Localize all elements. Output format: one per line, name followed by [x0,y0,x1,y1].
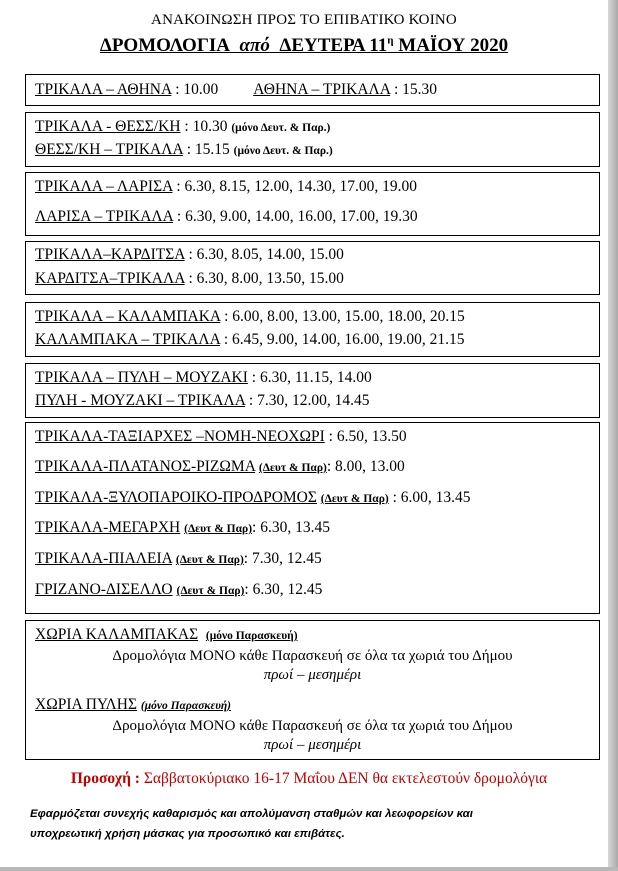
route-line: ΘΕΣΣ/ΚΗ – ΤΡΙΚΑΛΑ : 15.15 (μόνο Δευτ. & Παρ.) [35,141,333,158]
route-line: ΤΡΙΚΑΛΑ-ΠΛΑΤΑΝΟΣ-ΡΙΖΩΜΑ (Δευτ & Παρ): 8.00, 13.00 [35,458,405,475]
route-line: ΓΡΙΖΑΝΟ-ΔΙΣΕΛΛΟ (Δευτ & Παρ): 6.30, 12.45 [35,581,323,598]
page-edge-shadow [608,0,618,871]
route-line: ΚΑΡΔΙΤΣΑ–ΤΡΙΚΑΛΑ : 6.30, 8.00, 13.50, 15.00 [35,270,344,287]
title-line: ΔΡΟΜΟΛΟΓΙΑ από ΔΕΥΤΕΡΑ $11^\eta$ ΜΑΪΟΥ 2020 [99,35,509,57]
page-bottom-shadow [0,867,618,871]
route-line: ΧΩΡΙΑ ΠΥΛΗΣ (μόνο Παρασκευή) [35,696,231,713]
route-line: ΧΩΡΙΑ ΚΑΛΑΜΠΑΚΑΣ (μόνο Παρασκευή) [35,626,298,643]
route-box-larisa [25,172,600,236]
route-line: ΤΡΙΚΑΛΑ – ΚΑΛΑΜΠΑΚΑ : 6.00, 8.00, 13.00, 15.00, 18.00, 20.15 [35,308,465,325]
route-line: ΤΡΙΚΑΛΑ - ΘΕΣΣ/ΚΗ : 10.30 (μόνο Δευτ. & Παρ.) [35,118,331,135]
route-line: ΛΑΡΙΣΑ – ΤΡΙΚΑΛΑ : 6.30, 9.00, 14.00, 16.00, 17.00, 19.30 [35,208,418,225]
route-line: ΚΑΛΑΜΠΑΚΑ – ΤΡΙΚΑΛΑ : 6.45, 9.00, 14.00, 16.00, 19.00, 21.15 [35,331,465,348]
friday-description: Δρομολόγια ΜΟΝΟ κάθε Παρασκευή σε όλα τα χωριά του Δήμου [112,648,513,664]
route-line: ΤΡΙΚΑΛΑ–ΚΑΡΔΙΤΣΑ : 6.30, 8.05, 14.00, 15.00 [35,246,344,263]
hygiene-note-line1: Εφαρμόζεται συνεχής καθαρισμός και απολύμανση σταθμών και λεωφορείων και [30,808,473,820]
route-box-karditsa [25,241,600,295]
route-line: ΤΡΙΚΑΛΑ – ΠΥΛΗ – ΜΟΥΖΑΚΙ : 6.30, 11.15, 14.00 [35,369,372,386]
route-box-pyli-mouzaki [25,363,600,418]
route-line: ΤΡΙΚΑΛΑ-ΞΥΛΟΠΑΡΟΙΚΟ-ΠΡΟΔΡΟΜΟΣ (Δευτ & Παρ) : 6.00, 13.45 [35,489,471,506]
route-box-villages [25,422,600,614]
route-line: ΤΡΙΚΑΛΑ – ΑΘΗΝΑ : 10.00 ΑΘΗΝΑ – ΤΡΙΚΑΛΑ : 15.30 [35,81,438,98]
friday-times: πρωί – μεσημέρι [263,737,362,753]
route-box-athens [25,74,600,106]
hygiene-note-line2: υποχρεωτική χρήση μάσκας για προσωπικό και επιβάτες. [30,828,345,840]
route-line: ΤΡΙΚΑΛΑ-ΤΑΞΙΑΡΧΕΣ –ΝΟΜΗ-ΝΕΟΧΩΡΙ : 6.50, 13.50 [35,428,407,445]
announcement-heading: ΑΝΑΚΟΙΝΩΣΗ ΠΡΟΣ ΤΟ ΕΠΙΒΑΤΙΚΟ ΚΟΙΝΟ [151,12,457,28]
route-line: ΤΡΙΚΑΛΑ-ΜΕΓΑΡΧΗ (Δευτ & Παρ): 6.30, 13.45 [35,519,330,536]
route-line: ΤΡΙΚΑΛΑ-ΠΙΑΛΕΙΑ (Δευτ & Παρ): 7.30, 12.45 [35,550,322,567]
route-line: ΠΥΛΗ - ΜΟΥΖΑΚΙ – ΤΡΙΚΑΛΑ : 7.30, 12.00, 14.45 [35,392,370,409]
weekend-notice: Προσοχή : Σαββατοκύριακο 16-17 Μαΐου ΔΕΝ θα εκτελεστούν δρομολόγια [70,770,548,787]
route-box-friday-villages [25,620,600,760]
route-line: ΤΡΙΚΑΛΑ – ΛΑΡΙΣΑ : 6.30, 8.15, 12.00, 14.30, 17.00, 19.00 [35,178,417,195]
route-box-thessaloniki [25,112,600,167]
route-box-kalampaka [25,302,600,357]
schedule-title [0,35,608,57]
friday-description: Δρομολόγια ΜΟΝΟ κάθε Παρασκευή σε όλα τα χωριά του Δήμου [112,718,513,734]
friday-times: πρωί – μεσημέρι [263,667,362,683]
